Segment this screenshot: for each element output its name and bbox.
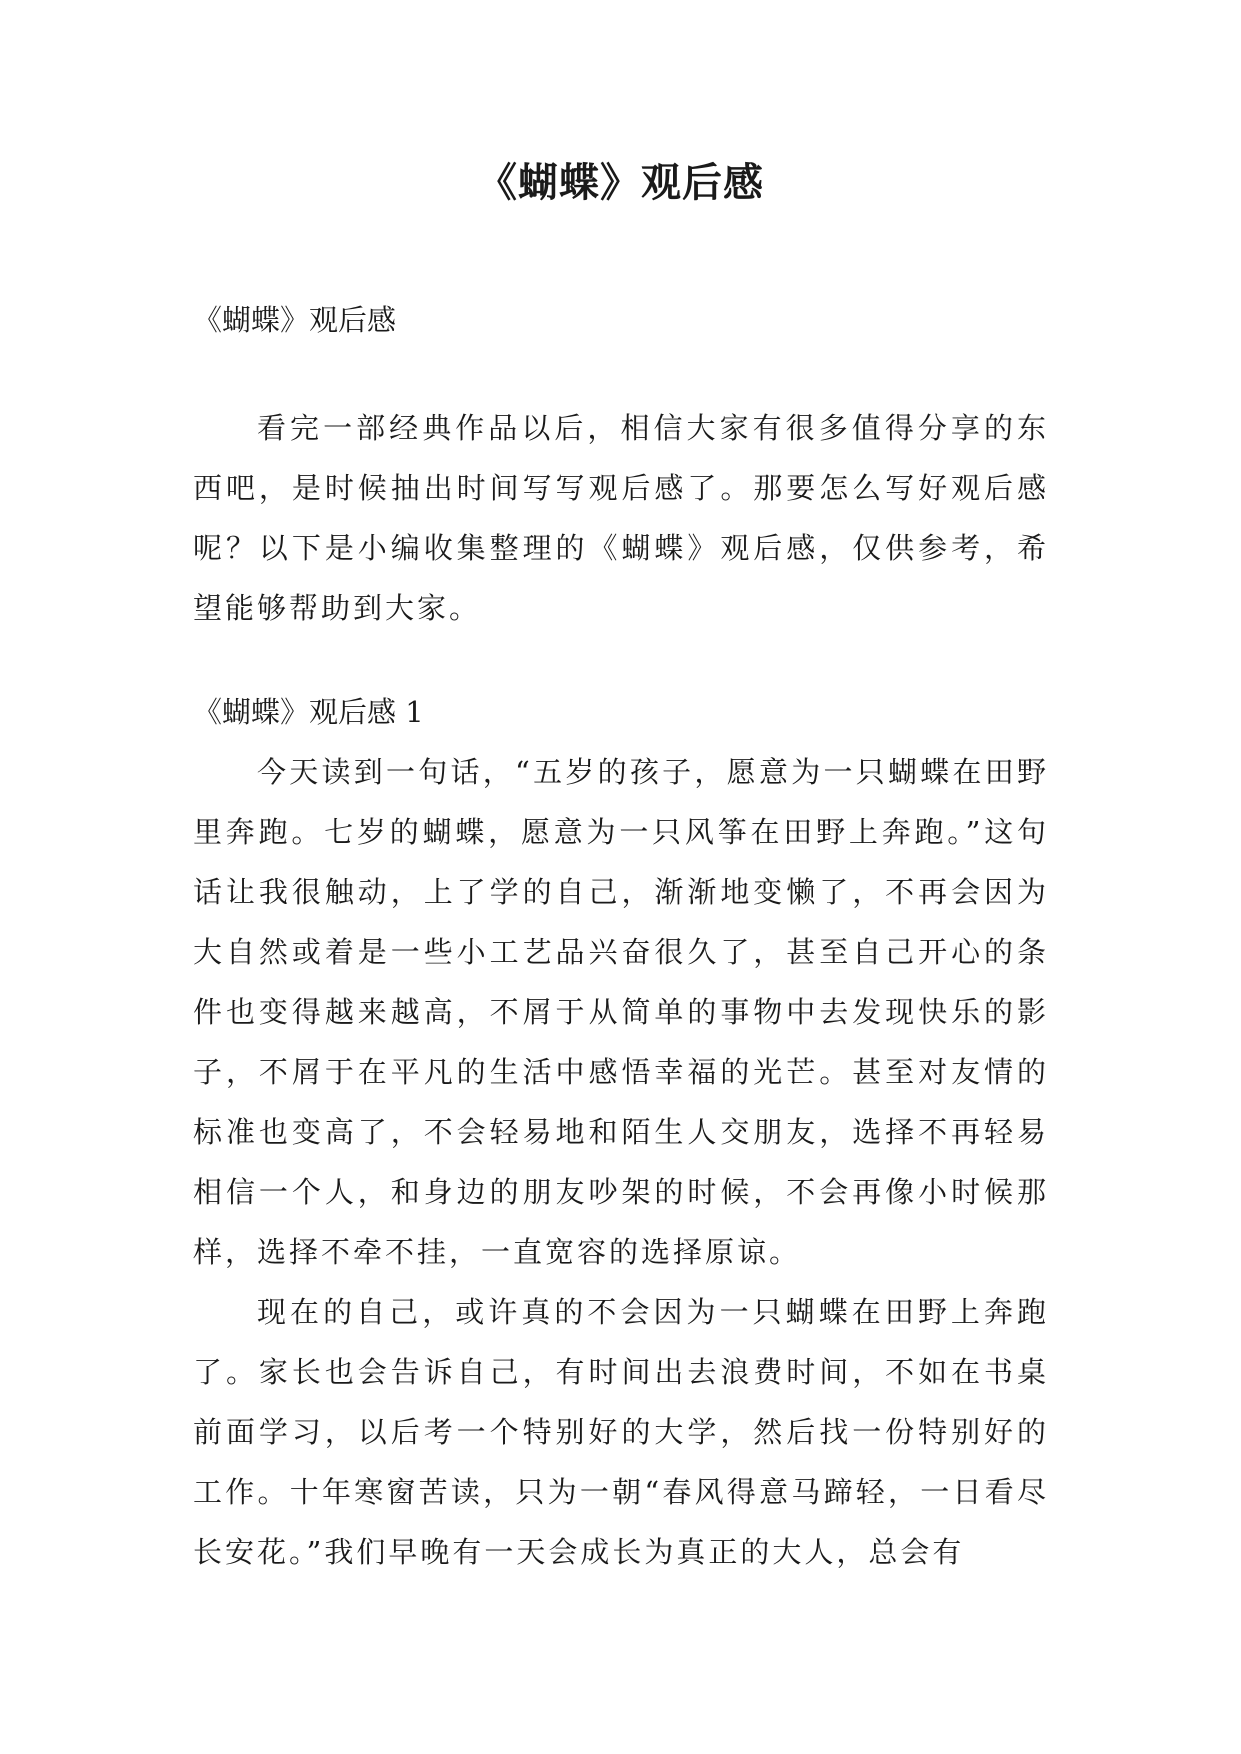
intro-paragraph: 看完一部经典作品以后，相信大家有很多值得分享的东西吧，是时候抽出时间写写观后感了。那要怎么写好观后感呢？以下是小编收集整理的《蝴蝶》观后感，仅供参考，希望能够帮助到大家。 <box>193 411 1049 625</box>
body-paragraph: 今天读到一句话，“五岁的孩子，愿意为一只蝴蝶在田野里奔跑。七岁的蝴蝶，愿意为一只风筝在田野上奔跑。”这句话让我很触动，上了学的自己，渐渐地变懒了，不再会因为大自然或着是一些小工艺品兴奋很久了，甚至自己开心的条件也变得越来越高，不屑于从简单的事物中去发现快乐的影子，不屑于在平凡的生活中感悟幸福的光芒。甚至对友情的标准也变高了，不会轻易地和陌生人交朋友，选择不再轻易相信一个人，和身边的朋友吵架的时候，不会再像小时候那样，选择不牵不挂，一直宽容的选择原谅。 <box>193 755 1049 1269</box>
section-heading: 《蝴蝶》观后感 1 <box>193 695 424 729</box>
spacer <box>193 350 1049 398</box>
document-title: 《蝴蝶》观后感 <box>477 159 764 206</box>
subtitle: 《蝴蝶》观后感 <box>193 303 397 337</box>
body-paragraph: 现在的自己，或许真的不会因为一只蝴蝶在田野上奔跑了。家长也会告诉自己，有时间出去浪费时间，不如在书桌前面学习，以后考一个特别好的大学，然后找一份特别好的工作。十年寒窗苦读，只为一朝“春风得意马蹄轻，一日看尽长安花。”我们早晚有一天会成长为真正的大人，总会有 <box>193 1295 1049 1569</box>
document-body <box>193 290 1049 1582</box>
spacer <box>193 638 1049 682</box>
